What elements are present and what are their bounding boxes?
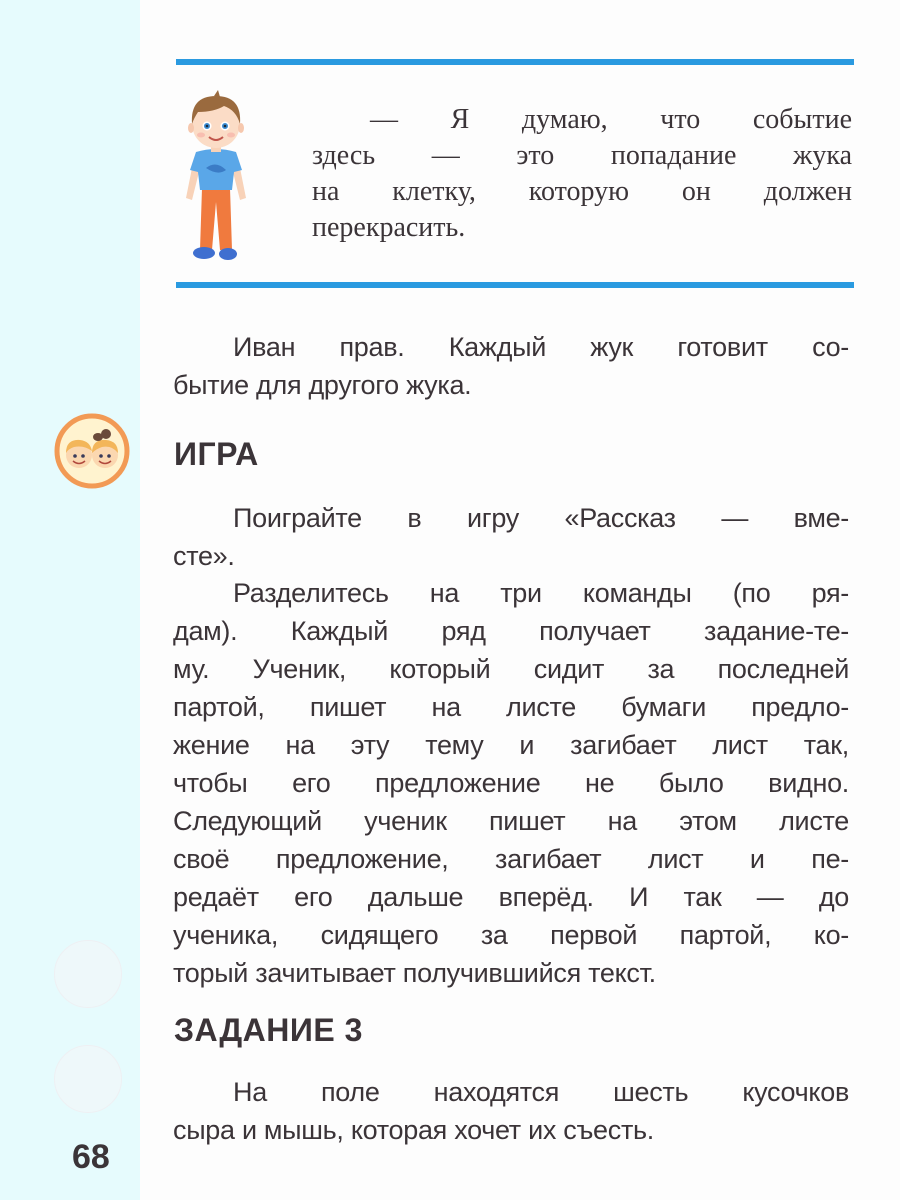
quote-bottom-rule	[176, 282, 854, 288]
quote-line: — Я думаю, что событие	[370, 104, 852, 135]
boy-character-illustration	[176, 90, 256, 265]
paragraph-line: На поле находятся шесть кусочков	[233, 1077, 849, 1107]
quote-top-rule	[176, 59, 854, 65]
paragraph-line: сте».	[173, 541, 235, 571]
paragraph-line: Поиграйте в игру «Рассказ — вме-	[233, 503, 849, 533]
paragraph-line: бытие для другого жука.	[173, 370, 472, 400]
paragraph-line: ученика, сидящего за первой партой, ко-	[173, 920, 849, 950]
page-margin-strip	[0, 0, 140, 1200]
paragraph-line: своё предложение, загибает лист и пе-	[173, 844, 849, 874]
task-heading: ЗАДАНИЕ 3	[174, 1012, 363, 1048]
page-number: 68	[72, 1138, 110, 1176]
quote-line: здесь — это попадание жука	[312, 140, 852, 171]
paragraph-line: партой, пишет на листе бумаги предло-	[173, 692, 849, 722]
paragraph-line: му. Ученик, который сидит за последней	[173, 654, 849, 684]
paragraph-line: Разделитесь на три команды (по ря-	[233, 578, 849, 608]
intro-paragraph	[173, 328, 849, 404]
game-paragraph-2	[173, 574, 849, 992]
task-paragraph	[173, 1073, 849, 1149]
game-paragraph-1	[173, 499, 849, 575]
paragraph-line: жение на эту тему и загибает лист так,	[173, 730, 849, 760]
paragraph-line: редаёт его дальше вперёд. И так — до	[173, 882, 849, 912]
paragraph-line: Следующий ученик пишет на этом листе	[173, 806, 849, 836]
paragraph-line: Иван прав. Каждый жук готовит со-	[233, 332, 849, 362]
paragraph-line: торый зачитывает получившийся текст.	[173, 958, 656, 988]
faded-decoration	[54, 1045, 122, 1113]
two-kids-faces-icon	[54, 413, 130, 489]
quote-line: на клетку, которую он должен	[312, 176, 852, 207]
game-heading: ИГРА	[174, 436, 259, 472]
paragraph-line: дам). Каждый ряд получает задание-те-	[173, 616, 849, 646]
quote-line: перекрасить.	[312, 212, 466, 243]
paragraph-line: чтобы его предложение не было видно.	[173, 768, 849, 798]
paragraph-line: сыра и мышь, которая хочет их съесть.	[173, 1115, 654, 1145]
quote-text	[312, 102, 852, 246]
faded-decoration	[54, 940, 122, 1008]
